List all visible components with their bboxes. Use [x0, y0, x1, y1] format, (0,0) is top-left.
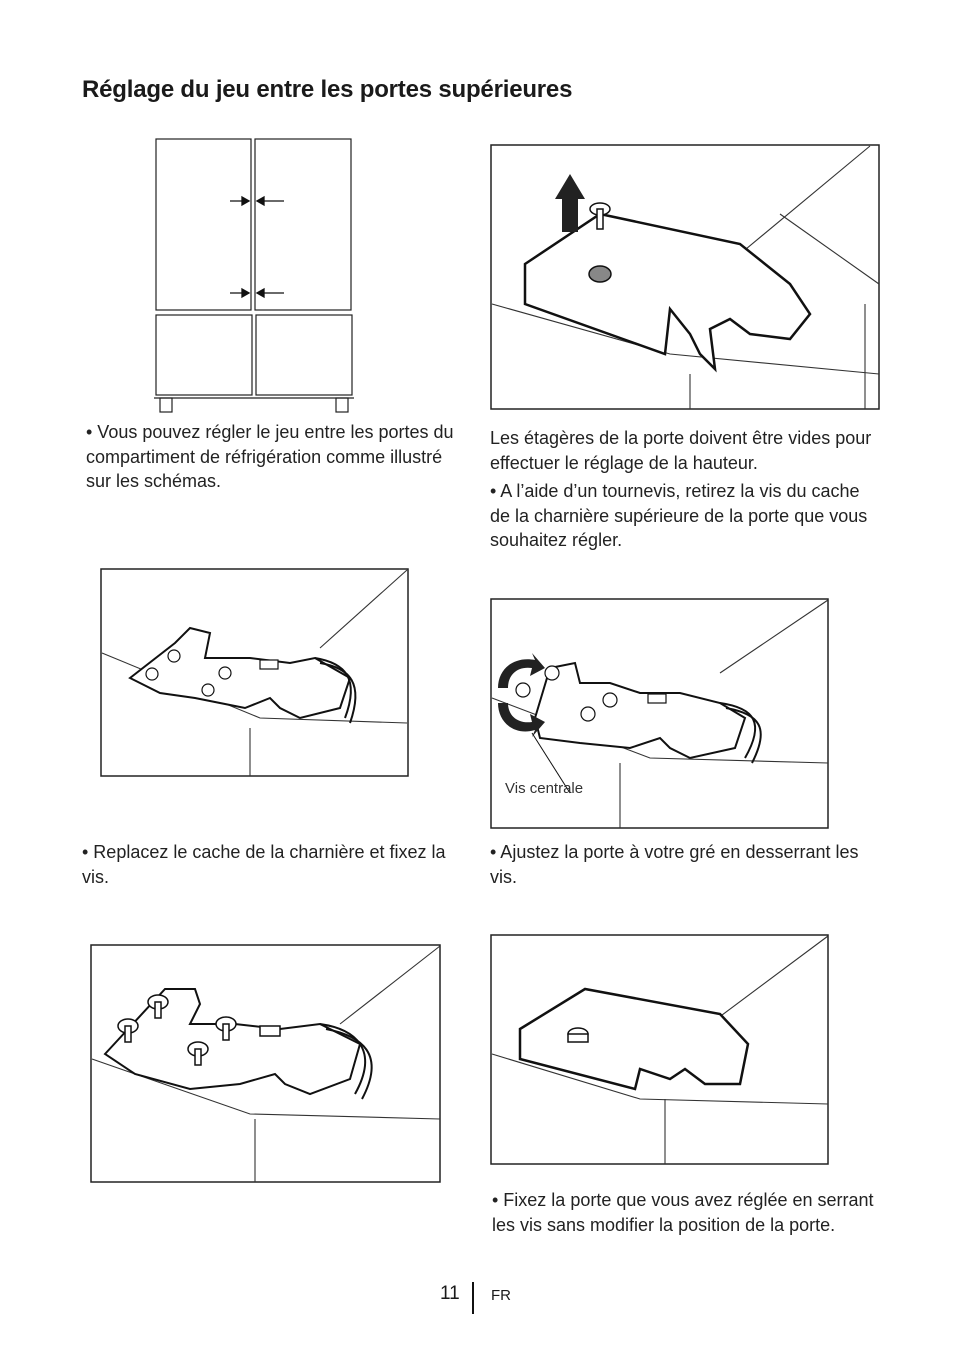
replace-cover-text: • Replacez le cache de la charnière et fixez la vis.: [82, 842, 446, 887]
cover-reinstalled-figure: [490, 934, 830, 1166]
tighten-screws-text: • Fixez la porte que vous avez réglée en serrant les vis sans modifier la position de la porte.: [492, 1190, 874, 1235]
language-code: FR: [491, 1287, 511, 1304]
remove-cover-text: [490, 426, 880, 557]
footer-divider: [472, 1282, 474, 1314]
adjust-door-text: • Ajustez la porte à votre gré en desserrant les vis.: [490, 842, 859, 887]
hinge-cover-removal-figure: [490, 144, 880, 410]
hinge-screws-figure: [90, 944, 442, 1184]
central-screw-label: Vis centrale: [505, 780, 584, 797]
page-number: 11: [440, 1283, 460, 1304]
remove-screw-instruction: • A l’aide d’un tournevis, retirez la vis du cache de la charnière supérieure de la porte que vous souhaitez régler.: [490, 481, 868, 550]
page-title: Réglage du jeu entre les portes supérieures: [82, 76, 573, 103]
fridge-instruction-text: • Vous pouvez régler le jeu entre les portes du compartiment de réfrigération comme illustré sur les schémas.: [86, 422, 454, 491]
hinge-plate-figure: [100, 568, 410, 778]
empty-shelves-note: Les étagères de la porte doivent être vides pour effectuer le réglage de la hauteur.: [490, 428, 872, 473]
fridge-front-figure: [152, 136, 358, 416]
